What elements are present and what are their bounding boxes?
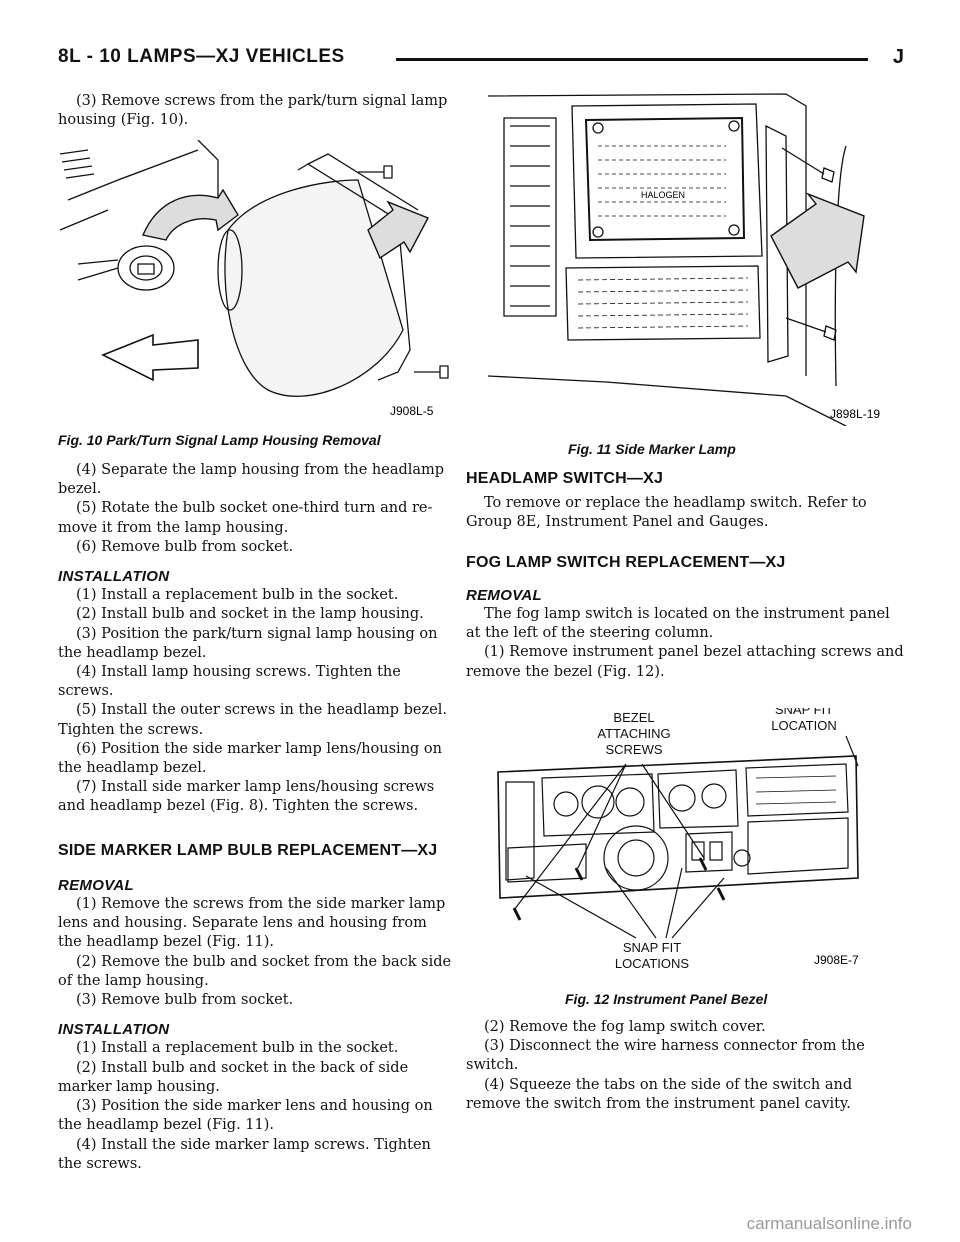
fog-step-1: (1) Remove instrument panel bezel attaching screws and remove the bezel (Fig. 12). [466, 644, 904, 680]
install2-step-3: (3) Position the side marker lens and housing on the headlamp bezel (Fig. 11). [58, 1098, 433, 1134]
right-column-tail [466, 1018, 904, 1114]
header-letter: J [892, 46, 904, 68]
side-marker-lamp-drawing [486, 86, 904, 426]
park-turn-lamp-drawing [58, 140, 453, 420]
label-snap-fit-top: SNAP FIT [774, 708, 834, 717]
right-column-body [466, 469, 904, 682]
fog-step-4: (4) Squeeze the tabs on the side of the switch and remove the switch from the instrument panel cavity. [466, 1076, 853, 1112]
install-step-6: (6) Position the side marker lamp lens/housing on the headlamp bezel. [58, 740, 442, 777]
fig12-code: J908E-7 [814, 953, 859, 967]
install-step-2: (2) Install bulb and socket in the lamp housing. [76, 606, 424, 623]
intro-step: (3) Remove screws from the park/turn signal lamp housing (Fig. 10). [58, 93, 448, 129]
fog-step-3: (3) Disconnect the wire harness connector from the switch. [466, 1038, 865, 1074]
label-screws: SCREWS [605, 742, 663, 757]
fig10-code: J908L-5 [390, 404, 434, 418]
side-marker-heading: SIDE MARKER LAMP BULB REPLACEMENT—XJ [58, 841, 438, 859]
fig12-caption: Fig. 12 Instrument Panel Bezel [565, 991, 768, 1007]
step-6a: (6) Remove bulb from socket. [76, 538, 294, 555]
header-rule [396, 58, 868, 61]
headlamp-switch-text: To remove or replace the headlamp switch. Refer to Group 8E, Instrument Panel and Gauges. [466, 495, 867, 531]
fig11-halogen-label: HALOGEN [641, 190, 686, 200]
install-step-3: (3) Position the park/turn signal lamp housing on the headlamp bezel. [58, 625, 438, 661]
fog-removal-heading: REMOVAL [466, 586, 542, 604]
fig11-caption: Fig. 11 Side Marker Lamp [568, 441, 736, 457]
fig10-caption: Fig. 10 Park/Turn Signal Lamp Housing Removal [58, 432, 381, 448]
install2-step-1: (1) Install a replacement bulb in the socket. [76, 1040, 399, 1057]
installation2-heading: INSTALLATION [58, 1021, 170, 1039]
fog-intro: The fog lamp switch is located on the instrument panel at the left of the steering column. [466, 606, 890, 642]
fog-step-2: (2) Remove the fog lamp switch cover. [484, 1019, 766, 1035]
headlamp-switch-heading: HEADLAMP SWITCH—XJ [466, 470, 664, 487]
page-header [58, 36, 904, 76]
fig10-illustration [58, 140, 453, 420]
page-number-title: 8L - 10 LAMPS—XJ VEHICLES [58, 46, 345, 67]
label-attaching: ATTACHING [597, 726, 671, 741]
fig11-code: J898L-19 [830, 407, 881, 421]
install-step-7: (7) Install side marker lamp lens/housing screws and headlamp bezel (Fig. 8). Tighten the screws. [58, 779, 435, 815]
fig11-illustration [486, 86, 904, 426]
fig12-illustration [486, 708, 904, 980]
step-5a: (5) Rotate the bulb socket one-third turn and re-move it from the lamp housing. [58, 500, 433, 536]
fog-lamp-heading: FOG LAMP SWITCH REPLACEMENT—XJ [466, 553, 786, 571]
left-column [58, 92, 453, 130]
install-step-5: (5) Install the outer screws in the headlamp bezel. Tighten the screws. [58, 702, 447, 738]
label-location-top: LOCATION [771, 718, 837, 733]
install2-step-2: (2) Install bulb and socket in the back of side marker lamp housing. [58, 1059, 409, 1095]
left-column-body [58, 461, 453, 1174]
instrument-panel-drawing [486, 708, 904, 980]
installation-heading: INSTALLATION [58, 568, 170, 586]
label-bezel: BEZEL [613, 710, 655, 725]
label-locations-bottom: LOCATIONS [614, 956, 690, 971]
step-4a: (4) Separate the lamp housing from the headlamp bezel. [58, 462, 445, 498]
removal-step-3: (3) Remove bulb from socket. [76, 992, 294, 1009]
install-step-4: (4) Install lamp housing screws. Tighten the screws. [58, 664, 401, 700]
removal-step-2: (2) Remove the bulb and socket from the back side of the lamp housing. [58, 953, 452, 989]
removal-step-1: (1) Remove the screws from the side marker lamp lens and housing. Separate lens and housing from the headlamp bezel (Fig. 11). [58, 896, 446, 951]
removal-heading: REMOVAL [58, 876, 134, 894]
install-step-1: (1) Install a replacement bulb in the socket. [76, 587, 399, 604]
install2-step-4: (4) Install the side marker lamp screws. Tighten the screws. [58, 1136, 431, 1172]
watermark: carmanualsonline.info [746, 1214, 912, 1233]
label-snap-fit-bottom: SNAP FIT [622, 940, 682, 955]
